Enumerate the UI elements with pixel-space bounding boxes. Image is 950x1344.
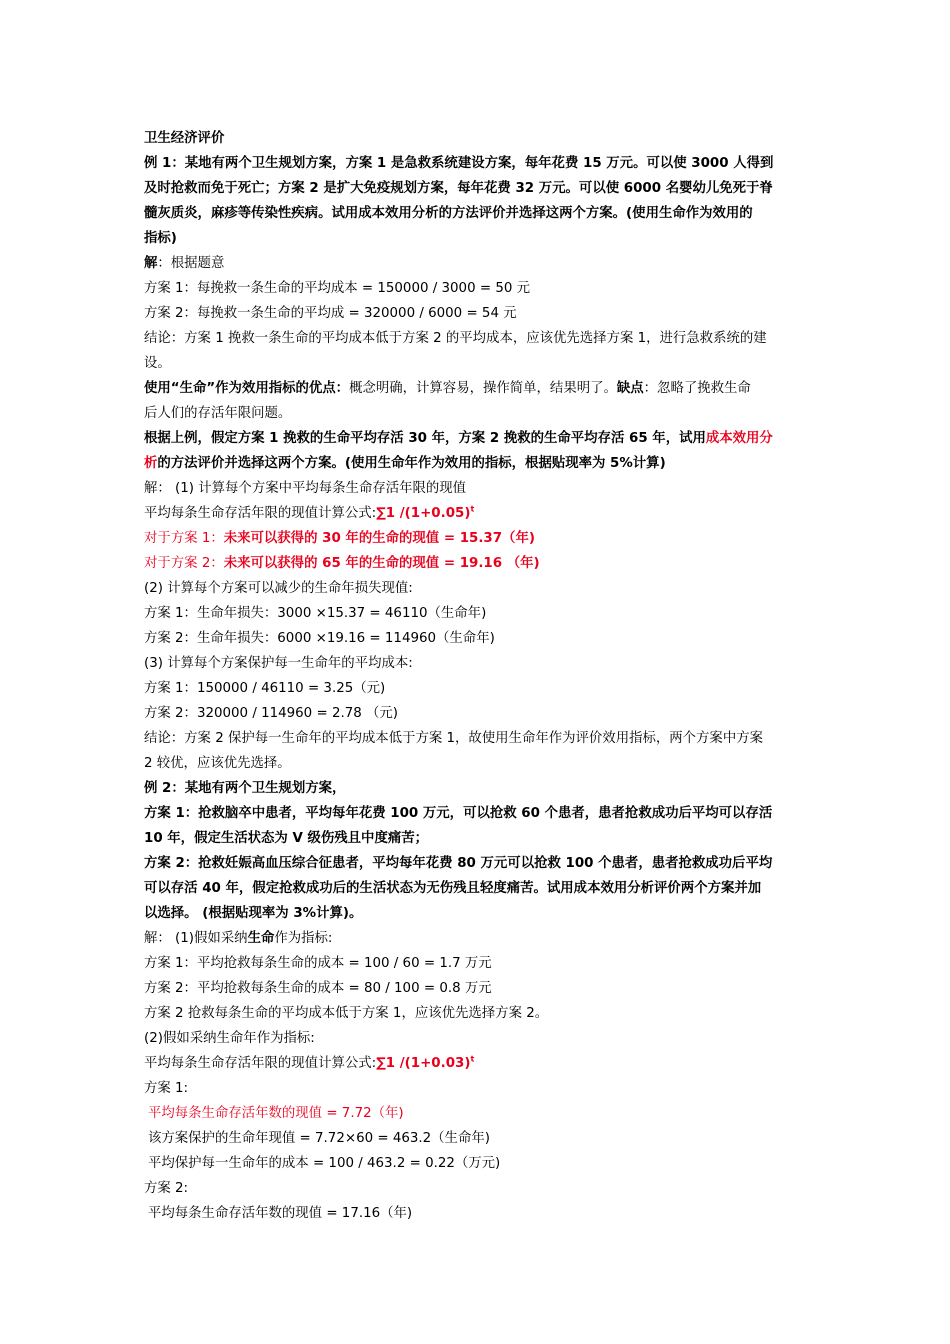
example1b-conclusion-1: 结论：方案 2 保护每一生命年的平均成本低于方案 1，故使用生命年作为评价效用指标，两个方案中方案	[144, 731, 763, 746]
solution1-conclusion-2: 设。	[144, 356, 171, 371]
example1b-step2-plan1: 方案 1：生命年损失：3000 ×15.37 = 46110（生命年)	[144, 606, 487, 621]
solution2-plan1-present-value: 平均每条生命存活年数的现值 = 7.72（年)	[148, 1106, 404, 1121]
example1-line1: 例 1：某地有两个卫生规划方案，方案 1 是急救系统建设方案，每年花费 15 万元。可以使 3000 人得到	[144, 156, 774, 171]
example1b-step2: (2) 计算每个方案可以减少的生命年损失现值:	[144, 581, 413, 596]
example1b-line2: 析的方法评价并选择这两个方案。(使用生命年作为效用的指标，根据贴现率为 5%计算)	[144, 456, 666, 471]
document-title: 卫生经济评价	[144, 131, 225, 146]
example2-heading: 例 2：某地有两个卫生规划方案，	[144, 781, 346, 796]
life-indicator-pros-cons-2: 后人们的存活年限问题。	[144, 406, 292, 421]
example2-plan1-b: 10 年，假定生活状态为 V 级伤残且中度痛苦；	[144, 831, 429, 846]
solution1-plan2: 方案 2：每挽救一条生命的平均成 = 320000 / 6000 = 54 元	[144, 306, 517, 321]
example1b-conclusion-2: 2 较优，应该优先选择。	[144, 756, 291, 771]
example1-line3: 髓灰质炎，麻疹等传染性疾病。试用成本效用分析的方法评价并选择这两个方案。(使用生命作为效用的	[144, 206, 753, 221]
solution2-plan1: 方案 1：平均抢救每条生命的成本 = 100 / 60 = 1.7 万元	[144, 956, 492, 971]
discount-formula-5pct: 平均每条生命存活年限的现值计算公式:∑1 $/(1+0.05)^t$	[144, 504, 475, 521]
document-page	[144, 126, 810, 1226]
result-plan1: 对于方案 1：未来可以获得的 30 年的生命的现值 = 15.37（年)	[144, 531, 535, 546]
solution2-plan1-label: 方案 1:	[144, 1081, 189, 1096]
life-indicator-pros-cons: 使用“生命”作为效用指标的优点：概念明确，计算容易，操作简单，结果明了。缺点：忽略了挽救生命	[144, 381, 751, 396]
example1b-step2-plan2: 方案 2：生命年损失：6000 ×19.16 = 114960（生命年)	[144, 631, 495, 646]
solution2-choice: 方案 2 抢救每条生命的平均成本低于方案 1，应该优先选择方案 2。	[144, 1006, 549, 1021]
solution2-plan1-life-years: 该方案保护的生命年现值 = 7.72×60 = 463.2（生命年)	[148, 1131, 490, 1146]
result-plan2: 对于方案 2：未来可以获得的 65 年的生命的现值 = 19.16 （年)	[144, 556, 540, 571]
example1b-line1: 根据上例，假定方案 1 挽救的生命平均存活 30 年，方案 2 挽救的生命平均存活 65 年，试用成本效用分	[144, 431, 773, 446]
solution1-plan1: 方案 1：每挽救一条生命的平均成本 = 150000 / 3000 = 50 元	[144, 281, 531, 296]
example1-line2: 及时抢救而免于死亡；方案 2 是扩大免疫规划方案，每年花费 32 万元。可以使 6000 名婴幼儿免死于脊	[144, 181, 773, 196]
solution1-conclusion-1: 结论：方案 1 挽救一条生命的平均成本低于方案 2 的平均成本，应该优先选择方案 1，进行急救系统的建	[144, 331, 767, 346]
solution2-plan2-present-value: 平均每条生命存活年数的现值 = 17.16（年)	[148, 1206, 413, 1221]
solution2-plan2-label: 方案 2:	[144, 1181, 189, 1196]
solution1-heading: 解：根据题意	[144, 256, 225, 271]
example1b-step3: (3) 计算每个方案保护每一生命年的平均成本:	[144, 656, 413, 671]
solution2-step2: (2)假如采纳生命年作为指标:	[144, 1031, 315, 1046]
example1b-step3-plan2: 方案 2：320000 / 114960 = 2.78 （元)	[144, 706, 399, 721]
example2-plan1-a: 方案 1：抢救脑卒中患者，平均每年花费 100 万元，可以抢救 60 个患者，患者抢救成功后平均可以存活	[144, 806, 773, 821]
example2-plan2-b: 可以存活 40 年，假定抢救成功后的生活状态为无伤残且轻度痛苦。试用成本效用分析评价两个方案并加	[144, 881, 762, 896]
example2-plan2-a: 方案 2：抢救妊娠高血压综合征患者，平均每年花费 80 万元可以抢救 100 个患者，患者抢救成功后平均	[144, 856, 773, 871]
solution2-plan1-cost: 平均保护每一生命年的成本 = 100 / 463.2 = 0.22（万元)	[148, 1156, 501, 1171]
example2-plan2-c: 以选择。 (根据贴现率为 3%计算)。	[144, 906, 363, 921]
example1b-step3-plan1: 方案 1：150000 / 46110 = 3.25（元)	[144, 681, 386, 696]
example1b-step1: 解： (1) 计算每个方案中平均每条生命存活年限的现值	[144, 481, 467, 496]
solution2-step1: 解： (1)假如采纳生命作为指标:	[144, 931, 333, 946]
solution2-plan2: 方案 2：平均抢救每条生命的成本 = 80 / 100 = 0.8 万元	[144, 981, 492, 996]
example1-line4: 指标)	[144, 231, 177, 246]
discount-formula-3pct: 平均每条生命存活年限的现值计算公式:∑1 $/(1+0.03)^t$	[144, 1054, 475, 1071]
